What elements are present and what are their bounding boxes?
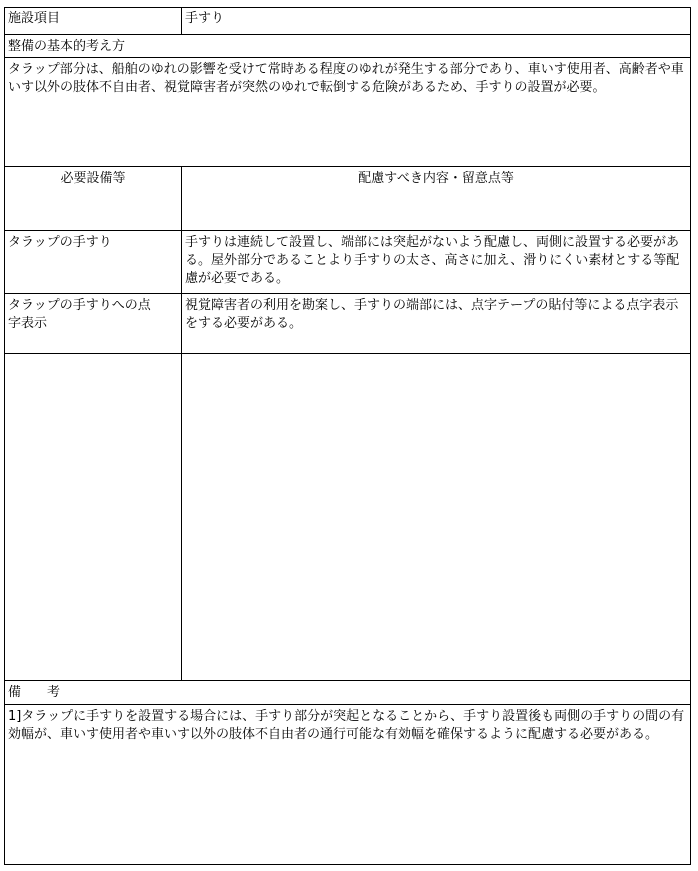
divider-header xyxy=(4,34,691,35)
basic-policy-text: タラップ部分は、船舶のゆれの影響を受けて常時ある程度のゆれが発生する部分であり、車いす使用者、高齢者や車いす以外の肢体不自由者、視覚障害者が突然のゆれで転倒する危険があるため、手すりの設置が必要。 xyxy=(8,62,684,95)
remarks-heading: 備 考 xyxy=(8,685,61,700)
table-row-note: 手すりは連続して設置し、端部には突起がないよう配慮し、両側に設置する必要がある。屋外部分であることより手すりの太さ、高さに加え、滑りにくい素材とする等配慮が必要である。 xyxy=(185,235,680,286)
divider-table-end xyxy=(4,680,691,681)
remarks-text: 1]タラップに手すりを設置する場合には、手すり部分が突起となることから、手すり設置後も両側の手すりの間の有効幅が、車いす使用者や車いす以外の肢体不自由者の通行可能な有効幅を確保するように配慮する必要がある。 xyxy=(8,709,685,742)
considerations-header: 配慮すべき内容・留意点等 xyxy=(358,171,514,186)
divider-row-1 xyxy=(4,293,691,294)
basic-policy-heading: 整備の基本的考え方 xyxy=(8,39,126,54)
required-equipment-header: 必要設備等 xyxy=(60,171,126,186)
divider-remarks-heading xyxy=(4,704,691,705)
divider-policy-text xyxy=(4,166,691,167)
table-row-note: 視覚障害者の利用を勘案し、手すりの端部には、点字テープの貼付等による点字表示をする必要がある。 xyxy=(185,298,679,331)
divider-row-2 xyxy=(4,353,691,354)
divider-table-header xyxy=(4,230,691,231)
facility-item-label: 施設項目 xyxy=(8,11,61,26)
table-row-item: タラップの手すり xyxy=(8,235,112,250)
facility-item-value: 手すり xyxy=(185,11,225,26)
table-row-item: タラップの手すりへの点字表示 xyxy=(8,298,151,331)
